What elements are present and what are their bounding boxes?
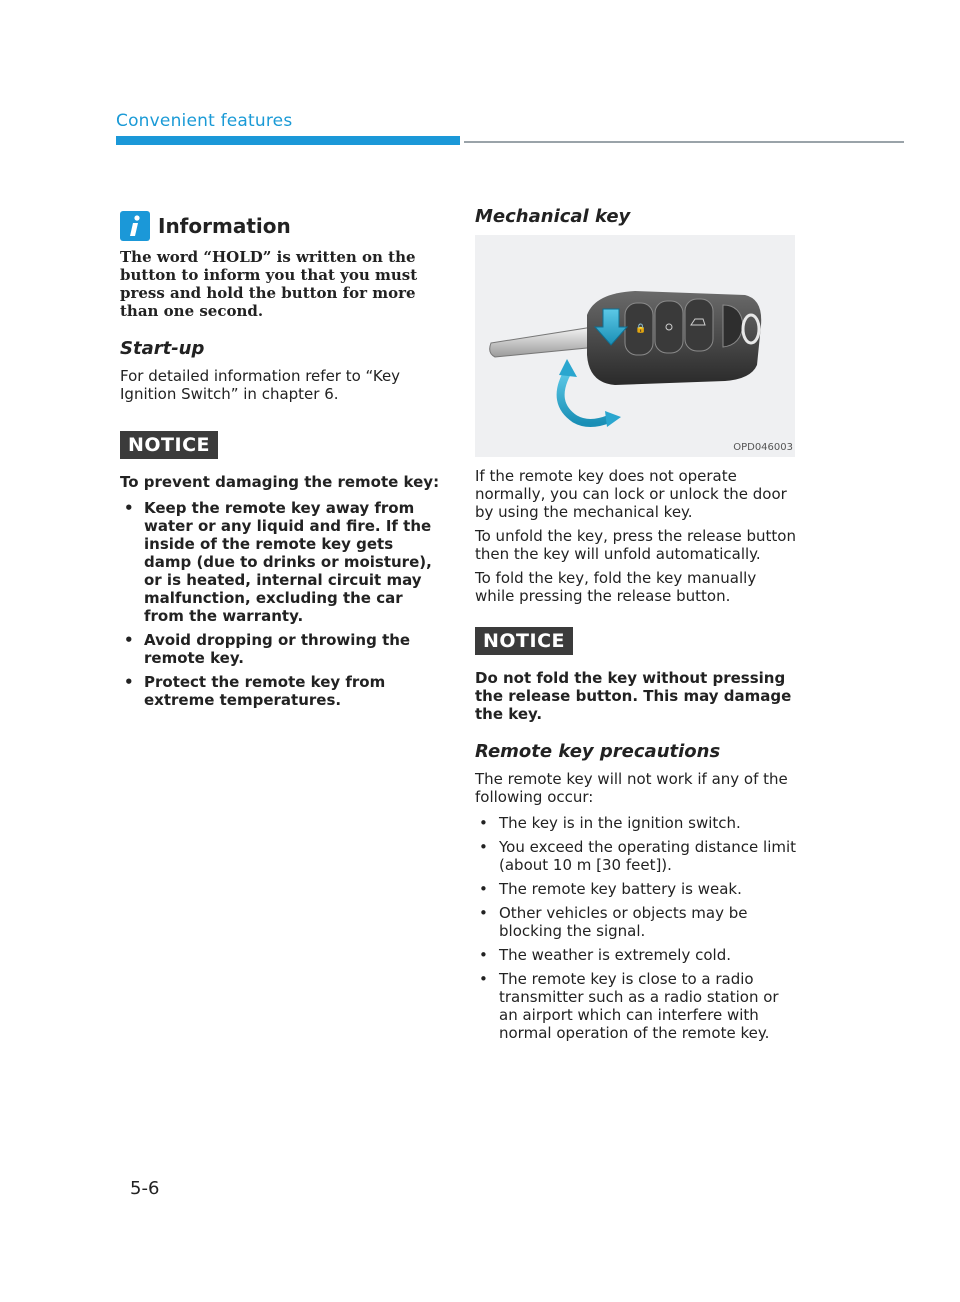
list-item: • The remote key battery is weak. [475, 880, 797, 898]
list-item: • Keep the remote key away from water or any liquid and fire. If the inside of the remote key gets damp (due to drinks or moisture), or is heated, internal circuit may malfunction, excluding the car from the warranty. [120, 499, 442, 625]
list-item: • Avoid dropping or throwing the remote key. [120, 631, 442, 667]
list-item: • The remote key is close to a radio transmitter such as a radio station or an airport which can interfere with normal operation of the remote key. [475, 970, 797, 1042]
information-label: Information [158, 214, 291, 238]
notice-badge: NOTICE [120, 431, 218, 459]
list-item: • Other vehicles or objects may be blocking the signal. [475, 904, 797, 940]
precautions-heading: Remote key precautions [475, 741, 721, 762]
list-item: • The key is in the ignition switch. [475, 814, 797, 832]
header-rule-accent [116, 136, 460, 145]
startup-text: For detailed information refer to “Key Ignition Switch” in chapter 6. [120, 367, 401, 403]
mechanical-key-figure [475, 235, 795, 457]
precautions-list [475, 814, 797, 1042]
notice-text: Do not fold the key without pressing the release button. This may damage the key. [475, 669, 792, 723]
mechanical-paragraph: To unfold the key, press the release button then the key will unfold automatically. [475, 527, 796, 563]
mechanical-paragraph: If the remote key does not operate normally, you can lock or unlock the door by using the mechanical key. [475, 467, 787, 521]
left-column [120, 208, 442, 715]
figure-caption: OPD046003 [733, 442, 793, 453]
list-item: • You exceed the operating distance limit (about 10 m [30 feet]). [475, 838, 797, 874]
info-icon [120, 211, 150, 241]
information-text: The word “HOLD” is written on the button to inform you that you must press and hold the button for more than one second. [120, 248, 418, 320]
precautions-intro: The remote key will not work if any of the following occur: [475, 770, 788, 806]
svg-text:🔒: 🔒 [635, 324, 647, 334]
key-illustration [475, 235, 795, 457]
information-header [120, 208, 442, 244]
mechanical-paragraph: To fold the key, fold the key manually while pressing the release button. [475, 569, 757, 605]
notice-list [120, 499, 442, 709]
right-column [475, 206, 797, 1048]
page-number: 5-6 [130, 1178, 160, 1199]
startup-heading: Start-up [120, 338, 205, 359]
list-item: • The weather is extremely cold. [475, 946, 797, 964]
notice-intro: To prevent damaging the remote key: [120, 473, 440, 491]
notice-badge: NOTICE [475, 627, 573, 655]
header-rule [464, 141, 904, 143]
section-title: Convenient features [116, 111, 293, 131]
mechanical-key-heading: Mechanical key [475, 206, 631, 227]
list-item: • Protect the remote key from extreme temperatures. [120, 673, 442, 709]
